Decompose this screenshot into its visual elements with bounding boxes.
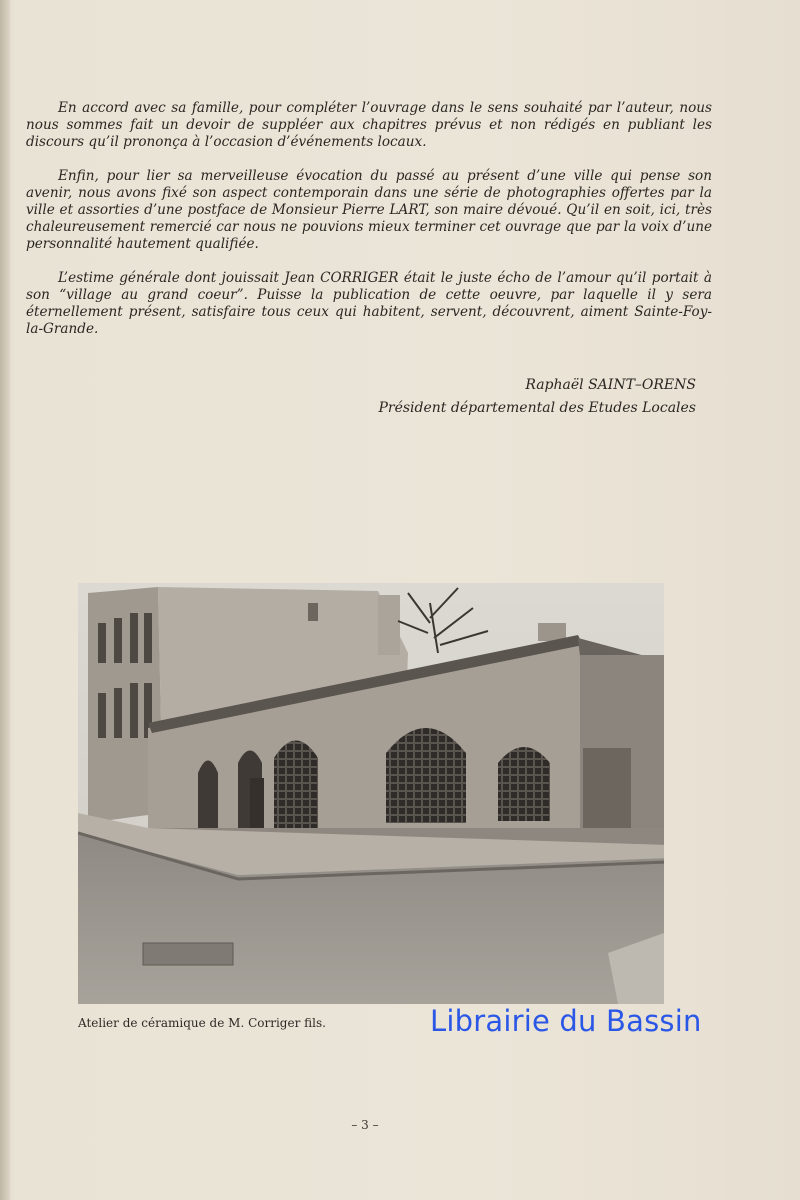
signature-title: Président départemental des Etudes Locales — [378, 400, 696, 416]
page-gutter-shadow — [0, 0, 10, 1200]
body-text — [26, 100, 712, 355]
paragraph-2: Enfin, pour lier sa merveilleuse évocation du passé au présent d’une ville qui pense son avenir, nous avons fixé son aspect contemporain dans une série de photographies offertes par la ville et assorties d’une postface de Monsieur Pierre LART, son maire dévoué. Qu’il en soit, ici, très chaleureusement remercié car nous ne pouvions mieux terminer cet ouvrage que par la voix d’une personnalité hautement qualifiée. — [26, 168, 712, 252]
photo-illustration — [78, 583, 664, 1004]
signature-name: Raphaël SAINT–ORENS — [525, 377, 696, 393]
watermark-text: Librairie du Bassin — [430, 1004, 702, 1038]
paragraph-3: L’estime générale dont jouissait Jean CORRIGER était le juste écho de l’amour qu’il portait à son “village au grand coeur”. Puisse la publication de cette oeuvre, par laquelle il y sera éternellement présent, satisfaire tous ceux qui habitent, servent, découvrent, aiment Sainte-Foy-la-Grande. — [26, 270, 712, 337]
photo-caption: Atelier de céramique de M. Corriger fils. — [78, 1016, 326, 1030]
signature-block — [378, 374, 696, 420]
page-number: – 3 – — [351, 1118, 379, 1132]
photograph — [78, 583, 664, 1004]
paragraph-1: En accord avec sa famille, pour compléter l’ouvrage dans le sens souhaité par l’auteur, nous nous sommes fait un devoir de suppléer aux chapitres prévus et non rédigés en publiant les discours qu’il prononça à l’occasion d’événements locaux. — [26, 100, 712, 150]
